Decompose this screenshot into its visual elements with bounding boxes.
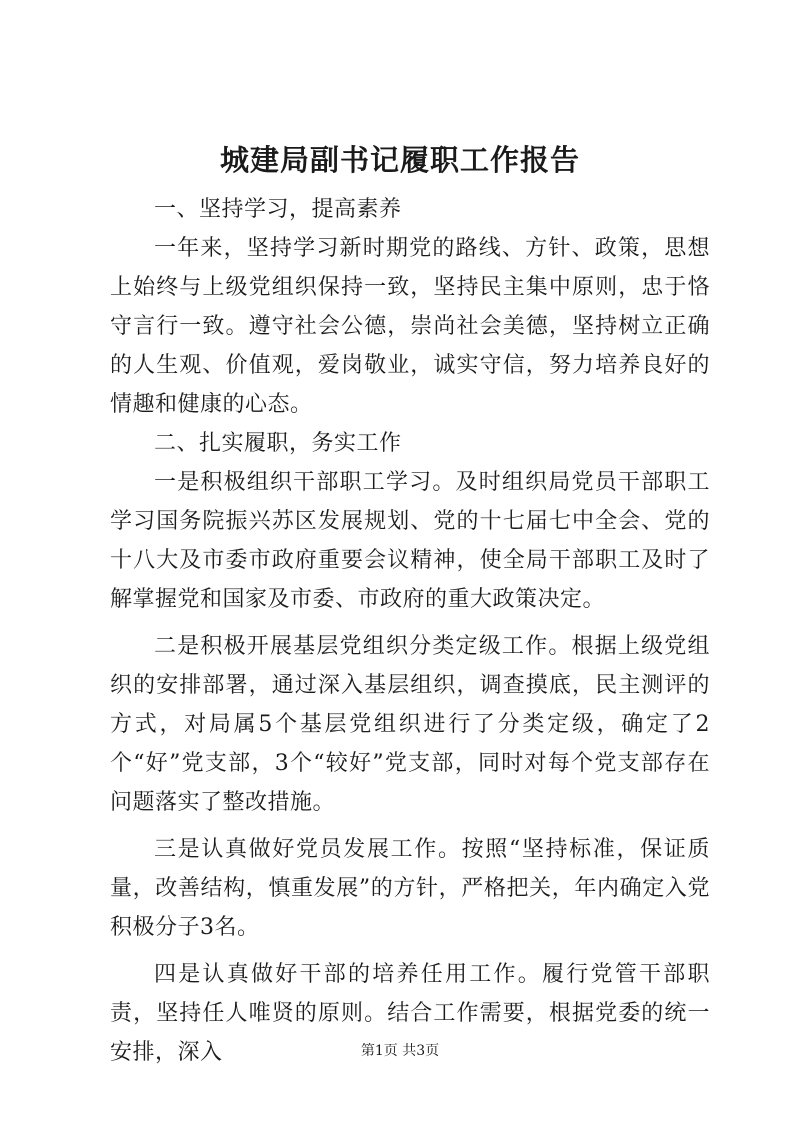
- page-footer: 第1页 共3页: [360, 1043, 440, 1059]
- paragraph-3: 二是积极开展基层党组织分类定级工作。根据上级党组织的安排部署，通过深入基层组织，调查摸底，民主测评的方式，对局属5个基层党组织进行了分类定级，确定了2个“好”党支部，3个“较好”党支部，同时对每个党支部存在问题落实了整改措施。: [110, 634, 710, 815]
- paragraph-1: 一年来，坚持学习新时期党的路线、方针、政策，思想上始终与上级党组织保持一致，坚持民主集中原则，忠于恪守言行一致。遵守社会公德，崇尚社会美德，坚持树立正确的人生观、价值观，爱岗敬业，诚实守信，努力培养良好的情趣和健康的心态。: [110, 236, 710, 417]
- paragraph-5: 四是认真做好干部的培养任用工作。履行党管干部职责，坚持任人唯贤的原则。结合工作需要，根据党委的统一安排，深入: [110, 962, 710, 1065]
- section-heading-1: 一、坚持学习，提高素养: [154, 197, 402, 222]
- paragraph-2: 一是积极组织干部职工学习。及时组织局党员干部职工学习国务院振兴苏区发展规划、党的十七届七中全会、党的十八大及市委市政府重要会议精神，使全局干部职工及时了解掌握党和国家及市委、市政府的重大政策决定。: [110, 470, 710, 612]
- paragraph-4: 三是认真做好党员发展工作。按照“坚持标准，保证质量，改善结构，慎重发展”的方针，严格把关，年内确定入党积极分子3名。: [110, 837, 710, 940]
- document-body: [110, 190, 710, 1072]
- section-heading-2: 二、扎实履职，务实工作: [154, 431, 402, 456]
- document-title: 城建局副书记履职工作报告: [219, 143, 580, 177]
